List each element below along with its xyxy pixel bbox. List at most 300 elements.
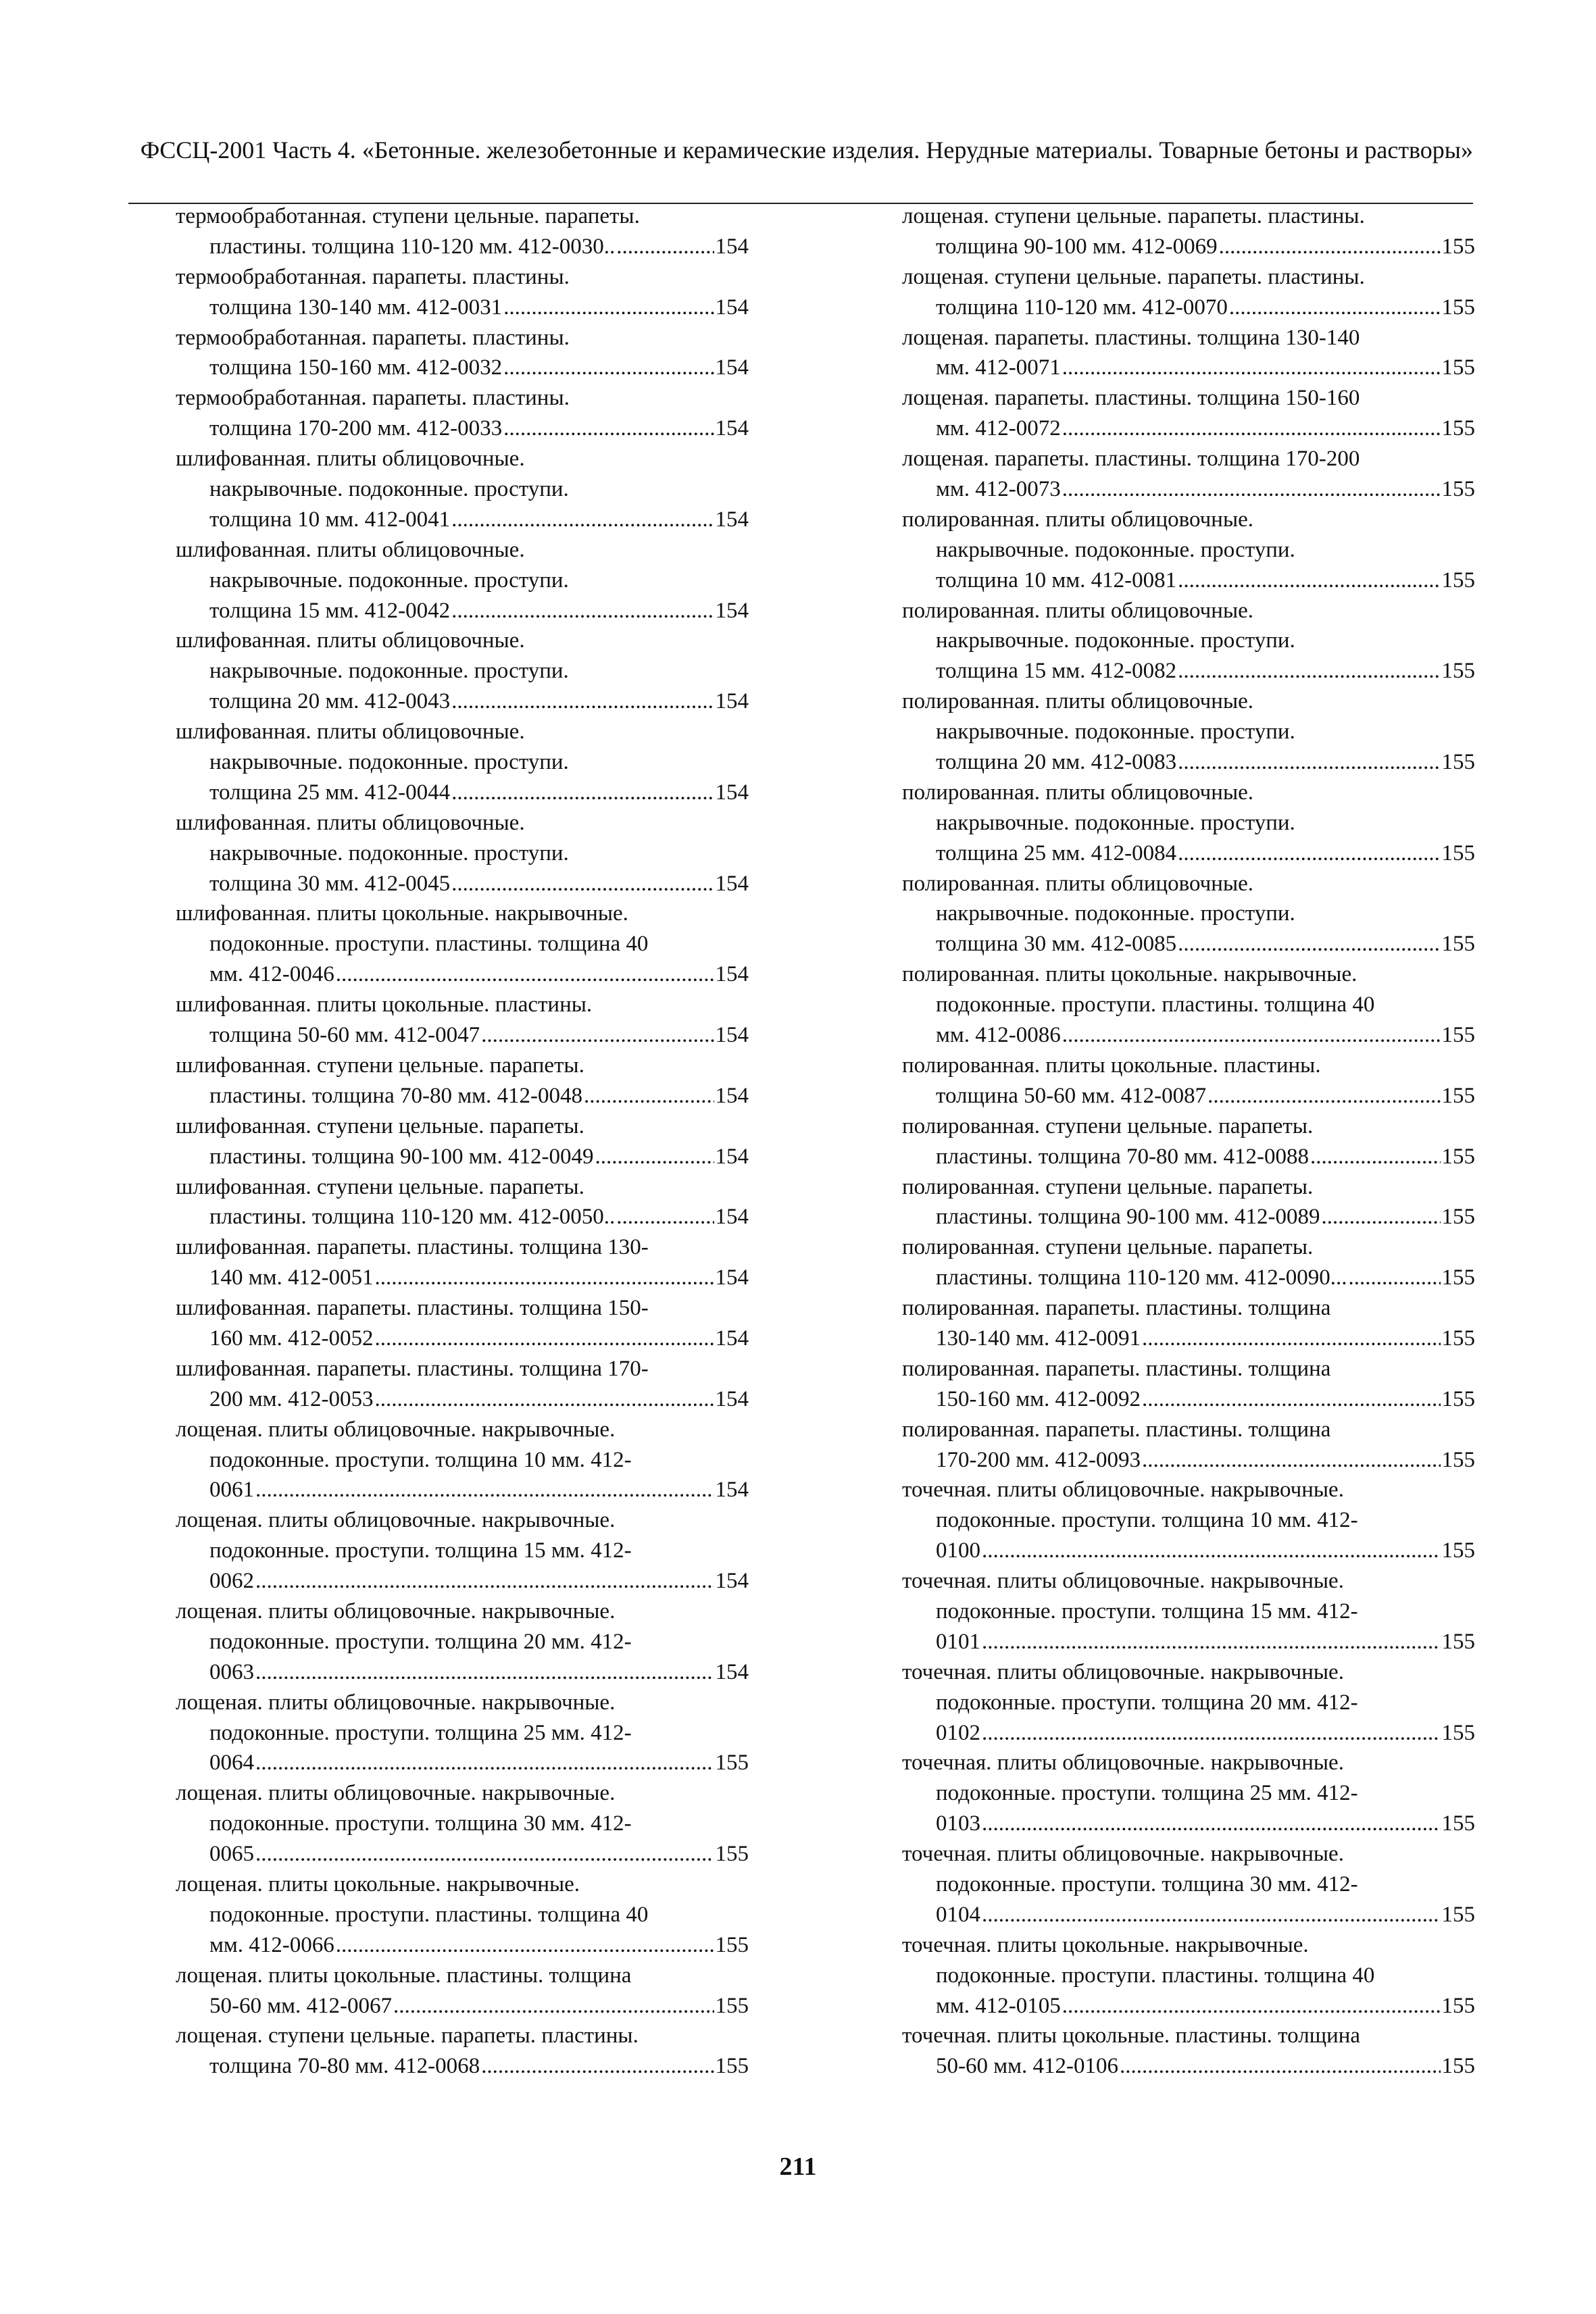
dot-leader [616, 232, 714, 262]
entry-line [902, 232, 1475, 262]
index-entry [902, 1657, 1475, 1749]
entry-line [176, 1142, 749, 1172]
entry-page-ref: 154 [715, 1144, 749, 1169]
entry-page-ref: 154 [715, 1386, 749, 1411]
index-entry [902, 686, 1475, 778]
entry-page-ref: 155 [1441, 1629, 1475, 1654]
index-entry [902, 505, 1475, 596]
entry-text: 0061 [209, 1478, 254, 1503]
entry-text: лощеная. плиты облицовочные. накрывочные. [176, 1417, 616, 1442]
entry-text: 0063 [209, 1659, 254, 1684]
entry-page-ref: 155 [715, 1993, 749, 2018]
entry-line [176, 444, 749, 474]
entry-text: накрывочные. подоконные. проступи. [936, 628, 1295, 653]
entry-line [176, 1384, 749, 1415]
entry-text: толщина 10 мм. 412-0041 [209, 507, 451, 532]
entry-text: пластины. толщина 70-80 мм. 412-0088 [936, 1144, 1309, 1169]
entry-text: шлифованная. плиты цокольные. пластины. [176, 992, 593, 1017]
entry-text: толщина 90-100 мм. 412-0069 [936, 234, 1218, 259]
index-entry [176, 383, 749, 444]
entry-line [902, 596, 1475, 626]
entry-text: пластины. толщина 70-80 мм. 412-0048 [209, 1083, 582, 1108]
entry-line [902, 474, 1475, 505]
dot-leader [1178, 656, 1440, 686]
entry-line [176, 778, 749, 808]
entry-line [902, 1172, 1475, 1203]
entry-page-ref: 155 [1441, 355, 1475, 380]
entry-text: лощеная. ступени цельные. парапеты. пластины. [902, 204, 1365, 228]
entry-line [902, 1142, 1475, 1172]
entry-text: мм. 412-0066 [209, 1932, 334, 1957]
entry-text: толщина 170-200 мм. 412-0033 [209, 416, 503, 441]
entry-line [902, 1596, 1475, 1627]
entry-text: шлифованная. ступени цельные. парапеты. [176, 1053, 584, 1078]
entry-text: шлифованная. плиты облицовочные. [176, 447, 525, 472]
entry-line [902, 1202, 1475, 1232]
entry-page-ref: 154 [715, 598, 749, 623]
entry-text: толщина 50-60 мм. 412-0087 [936, 1083, 1207, 1108]
entry-page-ref: 154 [715, 355, 749, 380]
entry-text: толщина 10 мм. 412-0081 [936, 568, 1177, 593]
dot-leader [1207, 1081, 1440, 1111]
entry-page-ref: 155 [1441, 477, 1475, 502]
entry-line [902, 1051, 1475, 1081]
dot-leader [451, 778, 714, 808]
dot-leader [1062, 474, 1441, 505]
entry-line [176, 1202, 749, 1232]
entry-text: толщина 110-120 мм. 412-0070 [936, 295, 1228, 320]
index-entry [176, 1293, 749, 1354]
entry-text: подоконные. проступи. толщина 15 мм. 412- [936, 1599, 1358, 1624]
entry-text: шлифованная. плиты облицовочные. [176, 810, 525, 835]
index-entry [176, 808, 749, 899]
entry-line [902, 565, 1475, 596]
index-entry [176, 2021, 749, 2082]
dot-leader [1178, 565, 1440, 596]
entry-line [176, 201, 749, 232]
index-entry [176, 1051, 749, 1111]
entry-line [902, 1536, 1475, 1566]
entry-line [176, 232, 749, 262]
entry-page-ref: 155 [1441, 1265, 1475, 1290]
entry-line [902, 1111, 1475, 1142]
entry-line [902, 1778, 1475, 1809]
entry-line [176, 1445, 749, 1476]
entry-text: 130-140 мм. 412-0091 [936, 1326, 1141, 1351]
index-entry [902, 201, 1475, 262]
entry-line [902, 1505, 1475, 1536]
entry-page-ref: 155 [1441, 1083, 1475, 1108]
entry-line [902, 990, 1475, 1020]
dot-leader [1349, 1263, 1441, 1293]
entry-text: мм. 412-0086 [936, 1023, 1061, 1048]
entry-page-ref: 155 [1441, 416, 1475, 441]
entry-text: термообработанная. парапеты. пластины. [176, 386, 570, 411]
entry-text: мм. 412-0073 [936, 477, 1061, 502]
index-entry [902, 444, 1475, 505]
entry-line [902, 1263, 1475, 1293]
entry-line [902, 1415, 1475, 1445]
index-entry [176, 1172, 749, 1233]
entry-line [176, 1051, 749, 1081]
entry-line [902, 1627, 1475, 1657]
index-entry [902, 1930, 1475, 2021]
entry-page-ref: 154 [715, 1326, 749, 1351]
index-entry [902, 959, 1475, 1051]
entry-text: подоконные. проступи. пластины. толщина 40 [209, 932, 649, 957]
index-entry [176, 1415, 749, 1506]
entry-line [902, 1809, 1475, 1839]
entry-text: накрывочные. подоконные. проступи. [209, 477, 569, 502]
entry-line [902, 899, 1475, 929]
entry-page-ref: 155 [1441, 750, 1475, 775]
entry-text: 0104 [936, 1902, 980, 1927]
dot-leader [336, 959, 714, 990]
entry-line [176, 535, 749, 565]
entry-page-ref: 155 [1441, 1993, 1475, 2018]
entry-line [176, 929, 749, 959]
entry-text: термообработанная. ступени цельные. парапеты. [176, 204, 640, 228]
index-entry [902, 1051, 1475, 1111]
dot-leader [255, 1657, 714, 1688]
entry-line [176, 717, 749, 747]
entry-text: подоконные. проступи. толщина 25 мм. 412- [209, 1720, 632, 1745]
entry-line [176, 1839, 749, 1869]
entry-line [176, 1688, 749, 1718]
entry-text: шлифованная. плиты облицовочные. [176, 720, 525, 745]
entry-line [902, 1354, 1475, 1384]
entry-text: пластины. толщина 90-100 мм. 412-0049 [209, 1144, 594, 1169]
entry-text: накрывочные. подоконные. проступи. [936, 901, 1295, 926]
entry-line [902, 1748, 1475, 1778]
dot-leader [982, 1718, 1441, 1749]
entry-line [902, 201, 1475, 232]
index-entry [902, 2021, 1475, 2082]
entry-text: накрывочные. подоконные. проступи. [209, 750, 569, 775]
index-entry [176, 1961, 749, 2021]
index-entry [176, 201, 749, 262]
entry-text: накрывочные. подоконные. проступи. [209, 659, 569, 684]
entry-line [176, 656, 749, 686]
entry-line [176, 596, 749, 626]
index-entry [902, 1232, 1475, 1293]
page-number: 211 [779, 2153, 817, 2181]
entry-page-ref: 155 [1441, 1902, 1475, 1927]
entry-text: толщина 50-60 мм. 412-0047 [209, 1023, 480, 1048]
entry-text: накрывочные. подоконные. проступи. [936, 720, 1295, 745]
dot-leader [1310, 1142, 1441, 1172]
index-entry [902, 323, 1475, 384]
entry-line [902, 1475, 1475, 1505]
entry-line [176, 1293, 749, 1324]
entry-text: толщина 15 мм. 412-0082 [936, 659, 1177, 684]
index-entry [176, 1688, 749, 1779]
entry-line [176, 1657, 749, 1688]
entry-line [902, 1657, 1475, 1688]
entry-line [902, 323, 1475, 353]
dot-leader [336, 1930, 714, 1961]
entry-text: мм. 412-0072 [936, 416, 1061, 441]
entry-text: толщина 20 мм. 412-0043 [209, 689, 451, 714]
entry-line [176, 1111, 749, 1142]
entry-text: лощеная. парапеты. пластины. толщина 170-200 [902, 447, 1360, 472]
entry-line [902, 1384, 1475, 1415]
entry-page-ref: 155 [715, 1932, 749, 1957]
entry-page-ref: 154 [715, 295, 749, 320]
entry-text: точечная. плиты облицовочные. накрывочные. [902, 1478, 1344, 1503]
entry-text: лощеная. плиты облицовочные. накрывочные. [176, 1508, 616, 1533]
entry-line [176, 1232, 749, 1263]
entry-text: шлифованная. плиты облицовочные. [176, 537, 525, 562]
entry-line [176, 1081, 749, 1111]
index-entry [902, 1354, 1475, 1415]
entry-line [176, 1778, 749, 1809]
entry-line [902, 778, 1475, 808]
index-entry [176, 535, 749, 626]
index-entry [176, 1778, 749, 1869]
entry-text: подоконные. проступи. толщина 30 мм. 412- [209, 1811, 632, 1836]
index-entry [902, 596, 1475, 687]
entry-text: полированная. ступени цельные. парапеты. [902, 1235, 1314, 1260]
entry-line [176, 293, 749, 323]
dot-leader [481, 2051, 714, 2082]
entry-line [902, 1688, 1475, 1718]
entry-line [902, 293, 1475, 323]
entry-line [176, 413, 749, 444]
entry-line [176, 1020, 749, 1051]
entry-line [902, 1991, 1475, 2021]
entry-line [902, 1930, 1475, 1961]
entry-text: 150-160 мм. 412-0092 [936, 1386, 1141, 1411]
entry-line [176, 959, 749, 990]
dot-leader [503, 413, 714, 444]
entry-line [902, 808, 1475, 838]
index-entry [902, 1415, 1475, 1476]
dot-leader [255, 1566, 714, 1596]
entry-text: 0103 [936, 1811, 980, 1836]
index-entry [176, 1232, 749, 1293]
entry-line [902, 1232, 1475, 1263]
entry-text: шлифованная. ступени цельные. парапеты. [176, 1174, 584, 1199]
entry-line [902, 1020, 1475, 1051]
entry-page-ref: 154 [715, 416, 749, 441]
entry-line [902, 413, 1475, 444]
entry-line [176, 808, 749, 838]
entry-line [176, 1809, 749, 1839]
entry-page-ref: 155 [1441, 1326, 1475, 1351]
entry-line [902, 656, 1475, 686]
index-entry [902, 1748, 1475, 1839]
entry-line [176, 2051, 749, 2082]
entry-text: подоконные. проступи. толщина 10 мм. 412- [936, 1508, 1358, 1533]
entry-text: 0100 [936, 1538, 980, 1563]
entry-line [176, 1718, 749, 1749]
entry-text: подоконные. проступи. толщина 25 мм. 412- [936, 1781, 1358, 1806]
entry-line [176, 1930, 749, 1961]
entry-line [176, 353, 749, 383]
dot-leader [1062, 353, 1441, 383]
dot-leader [451, 596, 714, 626]
entry-page-ref: 155 [1441, 1023, 1475, 1048]
entry-text: накрывочные. подоконные. проступи. [209, 840, 569, 865]
index-entry [176, 1505, 749, 1596]
entry-text: шлифованная. парапеты. пластины. толщина 150- [176, 1296, 649, 1321]
entry-text: 50-60 мм. 412-0067 [209, 1993, 392, 2018]
entry-page-ref: 155 [715, 2054, 749, 2079]
entry-text: толщина 25 мм. 412-0044 [209, 780, 451, 805]
index-column-right [902, 201, 1475, 2082]
entry-text: лощеная. плиты цокольные. пластины. толщина [176, 1963, 632, 1988]
entry-line [902, 353, 1475, 383]
entry-text: шлифованная. ступени цельные. парапеты. [176, 1113, 584, 1138]
index-entry [176, 990, 749, 1051]
entry-page-ref: 154 [715, 1265, 749, 1290]
entry-text: лощеная. плиты облицовочные. накрывочные. [176, 1599, 616, 1624]
entry-line [176, 899, 749, 929]
entry-line [902, 535, 1475, 565]
entry-page-ref: 154 [715, 1659, 749, 1684]
entry-text: 0101 [936, 1629, 980, 1654]
entry-text: шлифованная. плиты облицовочные. [176, 628, 525, 653]
entry-line [902, 747, 1475, 778]
entry-page-ref: 155 [715, 1842, 749, 1867]
entry-line [902, 1900, 1475, 1930]
entry-text: толщина 25 мм. 412-0084 [936, 840, 1177, 865]
entry-page-ref: 155 [1441, 1386, 1475, 1411]
index-entry [902, 1111, 1475, 1172]
entry-line [176, 1415, 749, 1445]
entry-line [902, 869, 1475, 899]
entry-text: толщина 30 мм. 412-0045 [209, 871, 451, 896]
entry-text: полированная. плиты облицовочные. [902, 598, 1254, 623]
entry-page-ref: 154 [715, 871, 749, 896]
entry-line [176, 1505, 749, 1536]
dot-leader [1229, 293, 1441, 323]
entry-line [176, 1324, 749, 1354]
dot-leader [982, 1536, 1441, 1566]
dot-leader [481, 1020, 714, 1051]
entry-line [176, 323, 749, 353]
entry-text: 0065 [209, 1842, 254, 1867]
entry-text: подоконные. проступи. толщина 10 мм. 412- [209, 1447, 632, 1472]
entry-text: пластины. толщина 110-120 мм. 412-0090... [936, 1265, 1347, 1290]
entry-line [176, 565, 749, 596]
entry-text: полированная. ступени цельные. парапеты. [902, 1113, 1314, 1138]
entry-line [176, 2021, 749, 2051]
entry-line [902, 2051, 1475, 2082]
entry-text: полированная. плиты облицовочные. [902, 871, 1254, 896]
entry-text: подоконные. проступи. толщина 20 мм. 412- [936, 1690, 1358, 1715]
entry-line [176, 1566, 749, 1596]
entry-page-ref: 154 [715, 1569, 749, 1594]
entry-page-ref: 155 [1441, 659, 1475, 684]
index-entry [176, 626, 749, 717]
entry-line [176, 1900, 749, 1930]
dot-leader [1142, 1324, 1441, 1354]
entry-page-ref: 155 [1441, 840, 1475, 865]
entry-text: мм. 412-0071 [936, 355, 1061, 380]
entry-text: толщина 130-140 мм. 412-0031 [209, 295, 503, 320]
dot-leader [1178, 838, 1440, 869]
index-entry [902, 383, 1475, 444]
entry-line [176, 990, 749, 1020]
entry-page-ref: 155 [715, 1751, 749, 1776]
entry-line [902, 1445, 1475, 1476]
entry-text: лощеная. парапеты. пластины. толщина 130-140 [902, 325, 1360, 350]
entry-text: полированная. ступени цельные. парапеты. [902, 1174, 1314, 1199]
entry-line [176, 1869, 749, 1900]
entry-line [176, 1596, 749, 1627]
entry-text: 170-200 мм. 412-0093 [936, 1447, 1141, 1472]
entry-text: полированная. плиты цокольные. накрывочные. [902, 962, 1357, 987]
entry-text: точечная. плиты цокольные. накрывочные. [902, 1932, 1309, 1957]
entry-text: накрывочные. подоконные. проступи. [209, 568, 569, 593]
dot-leader [595, 1142, 714, 1172]
entry-line [902, 1839, 1475, 1869]
entry-page-ref: 155 [1441, 1205, 1475, 1230]
dot-leader [255, 1748, 714, 1778]
entry-line [902, 626, 1475, 656]
entry-text: подоконные. проступи. толщина 20 мм. 412- [209, 1629, 632, 1654]
dot-leader [1062, 1020, 1441, 1051]
entry-text: лощеная. ступени цельные. парапеты. пластины. [176, 2023, 639, 2048]
entry-text: шлифованная. парапеты. пластины. толщина 130- [176, 1235, 649, 1260]
dot-leader [451, 869, 714, 899]
entry-text: полированная. плиты облицовочные. [902, 507, 1254, 532]
entry-text: термообработанная. парапеты. пластины. [176, 264, 570, 289]
entry-text: 0102 [936, 1720, 980, 1745]
index-entry [902, 1172, 1475, 1233]
dot-leader [255, 1839, 714, 1869]
entry-line [176, 1961, 749, 1991]
entry-page-ref: 154 [715, 1083, 749, 1108]
entry-page-ref: 155 [1441, 1538, 1475, 1563]
entry-line [176, 1354, 749, 1384]
entry-page-ref: 154 [715, 1478, 749, 1503]
entry-text: подоконные. проступи. толщина 15 мм. 412- [209, 1538, 632, 1563]
entry-text: 0062 [209, 1569, 254, 1594]
entry-line [176, 869, 749, 899]
entry-line [176, 474, 749, 505]
entry-text: лощеная. парапеты. пластины. толщина 150-160 [902, 386, 1360, 411]
entry-line [902, 262, 1475, 293]
entry-text: полированная. парапеты. пластины. толщина [902, 1296, 1331, 1321]
entry-line [176, 838, 749, 869]
entry-line [176, 626, 749, 656]
entry-line [176, 383, 749, 413]
entry-text: мм. 412-0046 [209, 962, 334, 987]
entry-text: полированная. парапеты. пластины. толщина [902, 1417, 1331, 1442]
entry-line [902, 1293, 1475, 1324]
entry-text: толщина 30 мм. 412-0085 [936, 932, 1177, 957]
entry-line [902, 1961, 1475, 1991]
entry-line [176, 1627, 749, 1657]
entry-text: точечная. плиты облицовочные. накрывочные. [902, 1569, 1344, 1594]
index-column-left [176, 201, 749, 2082]
entry-text: полированная. плиты цокольные. пластины. [902, 1053, 1321, 1078]
entry-text: подоконные. проступи. толщина 30 мм. 412- [936, 1871, 1358, 1896]
entry-text: лощеная. плиты цокольные. накрывочные. [176, 1871, 580, 1896]
entry-page-ref: 155 [1441, 1447, 1475, 1472]
entry-page-ref: 155 [1441, 568, 1475, 593]
entry-text: полированная. парапеты. пластины. толщина [902, 1356, 1331, 1381]
entry-text: точечная. плиты облицовочные. накрывочные. [902, 1751, 1344, 1776]
entry-line [902, 717, 1475, 747]
dot-leader [503, 293, 714, 323]
entry-line [902, 1718, 1475, 1749]
entry-text: пластины. толщина 110-120 мм. 412-0050.. [209, 1205, 616, 1230]
entry-text: 160 мм. 412-0052 [209, 1326, 374, 1351]
